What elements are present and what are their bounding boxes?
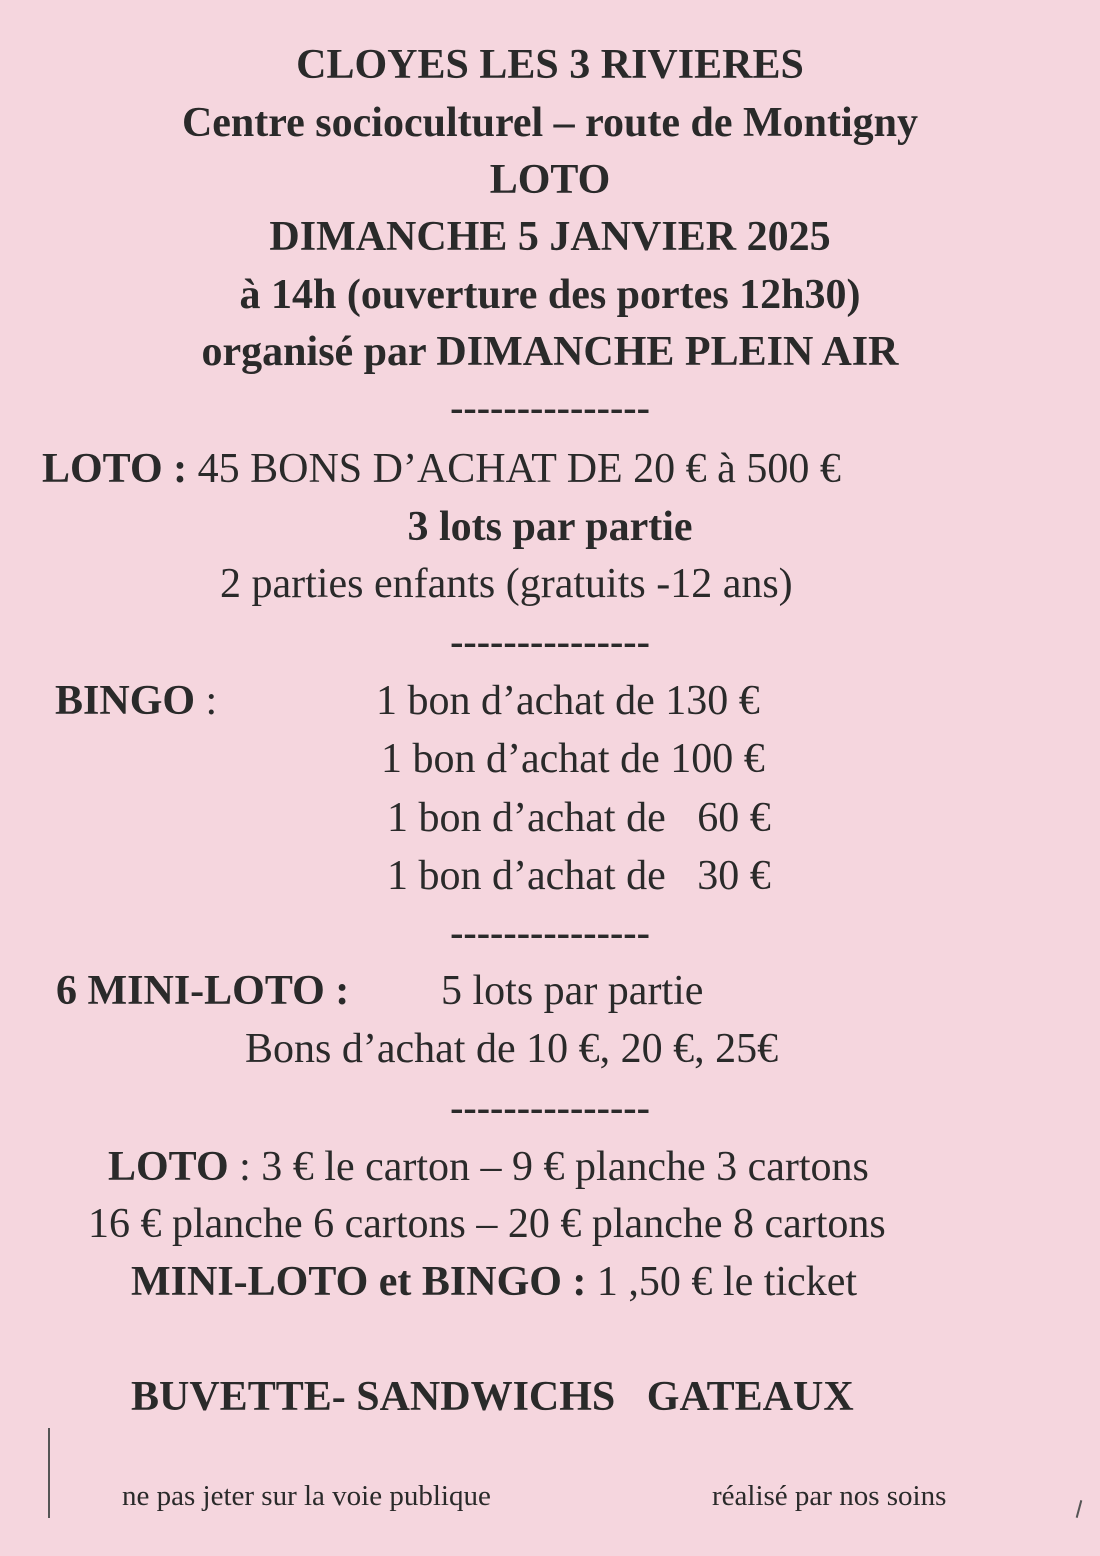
organizer-line: organisé par DIMANCHE PLEIN AIR <box>201 329 899 375</box>
venue-line: Centre socioculturel – route de Montigny <box>181 100 919 146</box>
pricing-loto-line1: : 3 € le carton – 9 € planche 3 cartons <box>239 1144 869 1190</box>
event-time: à 14h (ouverture des portes 12h30) <box>239 272 861 318</box>
bingo-prize-2: 1 bon d’achat de 100 € <box>381 736 765 782</box>
pricing-loto-line <box>108 1146 869 1188</box>
bingo-prize-1: 1 bon d’achat de 130 € <box>376 678 760 724</box>
separator-3: --------------- <box>450 910 650 955</box>
loto-prizes: 45 BONS D’ACHAT DE 20 € à 500 € <box>197 446 841 492</box>
mini-loto-lots: 5 lots par partie <box>441 968 704 1014</box>
loto-lots: 3 lots par partie <box>407 504 693 550</box>
refreshments-line: BUVETTE- SANDWICHS GATEAUX <box>131 1374 854 1420</box>
loto-prizes-line <box>42 448 841 490</box>
mini-loto-label: 6 MINI-LOTO : <box>56 968 350 1014</box>
event-date: DIMANCHE 5 JANVIER 2025 <box>269 214 831 260</box>
scan-corner-mark <box>1076 1500 1083 1518</box>
separator-4: --------------- <box>450 1085 650 1130</box>
bingo-prize-3: 1 bon d’achat de 60 € <box>387 795 771 841</box>
separator-2: --------------- <box>450 619 650 664</box>
pricing-mini-label: MINI-LOTO et BINGO : <box>131 1259 587 1305</box>
bingo-label: BINGO <box>55 678 196 724</box>
event-title: LOTO <box>489 157 611 203</box>
bingo-prize-4: 1 bon d’achat de 30 € <box>387 853 771 899</box>
pricing-loto-line2: 16 € planche 6 cartons – 20 € planche 8 cartons <box>88 1201 886 1247</box>
separator-1: --------------- <box>450 385 650 430</box>
bingo-label-line <box>55 680 217 722</box>
bingo-colon: : <box>205 678 218 724</box>
loto-label: LOTO : <box>42 446 188 492</box>
mini-loto-prizes: Bons d’achat de 10 €, 20 €, 25€ <box>245 1026 779 1072</box>
footer-left: ne pas jeter sur la voie publique <box>122 1480 491 1512</box>
footer-right: réalisé par nos soins <box>712 1480 947 1512</box>
scan-edge-mark <box>48 1428 50 1518</box>
town-title: CLOYES LES 3 RIVIERES <box>296 42 804 88</box>
pricing-mini-price: 1 ,50 € le ticket <box>596 1259 858 1305</box>
pricing-loto-label: LOTO <box>108 1144 229 1190</box>
loto-children: 2 parties enfants (gratuits -12 ans) <box>220 561 793 607</box>
pricing-mini-line <box>131 1261 857 1303</box>
